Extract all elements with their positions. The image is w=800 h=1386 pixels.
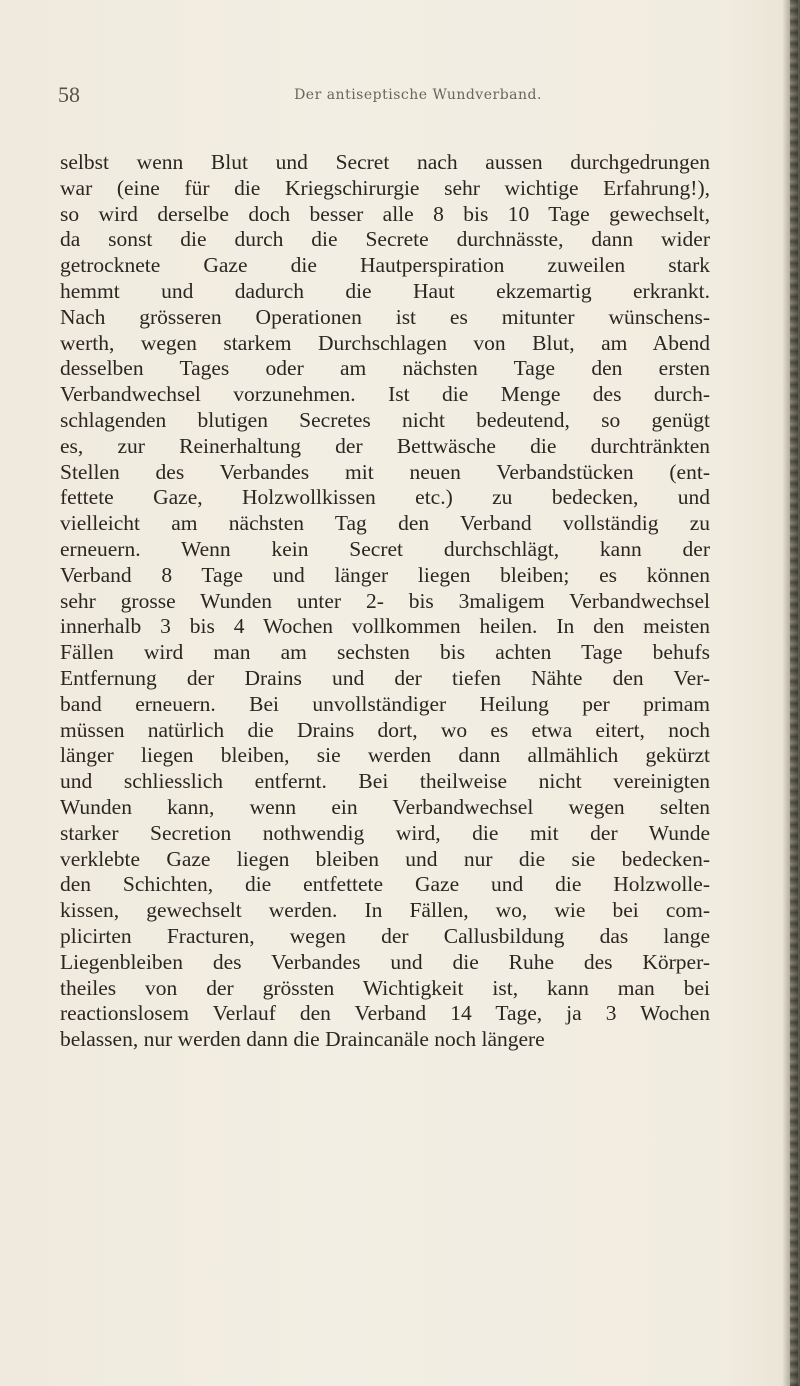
text-line: kissen, gewechselt werden. In Fällen, wo, wie bei com- xyxy=(60,898,710,923)
running-head xyxy=(58,81,698,109)
text-line: müssen natürlich die Drains dort, wo es etwa eitert, noch xyxy=(60,717,710,742)
text-line: Entfernung der Drains und der tiefen Nähte den Ver- xyxy=(60,665,710,690)
text-line: band erneuern. Bei unvollständiger Heilung per primam xyxy=(60,691,710,716)
page-number: 58 xyxy=(58,82,80,107)
text-line: vielleicht am nächsten Tag den Verband vollständig zu xyxy=(60,511,710,536)
text-line: reactionslosem Verlauf den Verband 14 Tage, ja 3 Wochen xyxy=(60,1001,710,1026)
text-line: belassen, nur werden dann die Draincanäle noch längere xyxy=(60,1027,545,1052)
text-line: so wird derselbe doch besser alle 8 bis 10 Tage gewechselt, xyxy=(60,201,710,226)
text-line: Nach grösseren Operationen ist es mitunter wünschens- xyxy=(60,304,710,329)
text-line: war (eine für die Kriegschirurgie sehr wichtige Erfahrung!), xyxy=(60,175,710,200)
text-line: selbst wenn Blut und Secret nach aussen durchgedrungen xyxy=(60,150,710,174)
text-line: hemmt und dadurch die Haut ekzemartig erkrankt. xyxy=(60,278,710,303)
text-line: werth, wegen starkem Durchschlagen von Blut, am Abend xyxy=(60,330,710,355)
text-line: Wunden kann, wenn ein Verbandwechsel wegen selten xyxy=(60,794,710,819)
text-line: Liegenbleiben des Verbandes und die Ruhe des Körper- xyxy=(60,949,710,974)
text-line: fettete Gaze, Holzwollkissen etc.) zu bedecken, und xyxy=(60,485,710,510)
text-line: länger liegen bleiben, sie werden dann allmählich gekürzt xyxy=(60,743,710,768)
body-text xyxy=(60,150,710,1053)
text-line: sehr grosse Wunden unter 2- bis 3maligem Verbandwechsel xyxy=(60,588,710,613)
text-line: starker Secretion nothwendig wird, die mit der Wunde xyxy=(60,820,710,845)
text-line: und schliesslich entfernt. Bei theilweise nicht vereinigten xyxy=(60,769,710,794)
text-line: Stellen des Verbandes mit neuen Verbandstücken (ent- xyxy=(60,459,710,484)
text-line: innerhalb 3 bis 4 Wochen vollkommen heilen. In den meisten xyxy=(60,614,710,639)
text-line: Verbandwechsel vorzunehmen. Ist die Menge des durch- xyxy=(60,382,710,407)
text-line: schlagenden blutigen Secretes nicht bedeutend, so genügt xyxy=(60,407,710,432)
text-line: da sonst die durch die Secrete durchnässte, dann wider xyxy=(60,227,710,252)
page-binding-edge xyxy=(782,0,800,1386)
text-line: den Schichten, die entfettete Gaze und die Holzwolle- xyxy=(60,872,710,897)
text-line: desselben Tages oder am nächsten Tage den ersten xyxy=(60,356,710,381)
text-line: theiles von der grössten Wichtigkeit ist, kann man bei xyxy=(60,975,710,1000)
text-line: Fällen wird man am sechsten bis achten Tage behufs xyxy=(60,640,710,665)
text-line: erneuern. Wenn kein Secret durchschlägt, kann der xyxy=(60,536,710,561)
text-line: es, zur Reinerhaltung der Bettwäsche die durchtränkten xyxy=(60,433,710,458)
running-title: Der antiseptische Wundverband. xyxy=(294,87,542,103)
text-line: Verband 8 Tage und länger liegen bleiben; es können xyxy=(60,562,710,587)
text-line: plicirten Fracturen, wegen der Callusbildung das lange xyxy=(60,923,710,948)
text-line: verklebte Gaze liegen bleiben und nur die sie bedecken- xyxy=(60,846,710,871)
text-line: getrocknete Gaze die Hautperspiration zuweilen stark xyxy=(60,253,710,278)
